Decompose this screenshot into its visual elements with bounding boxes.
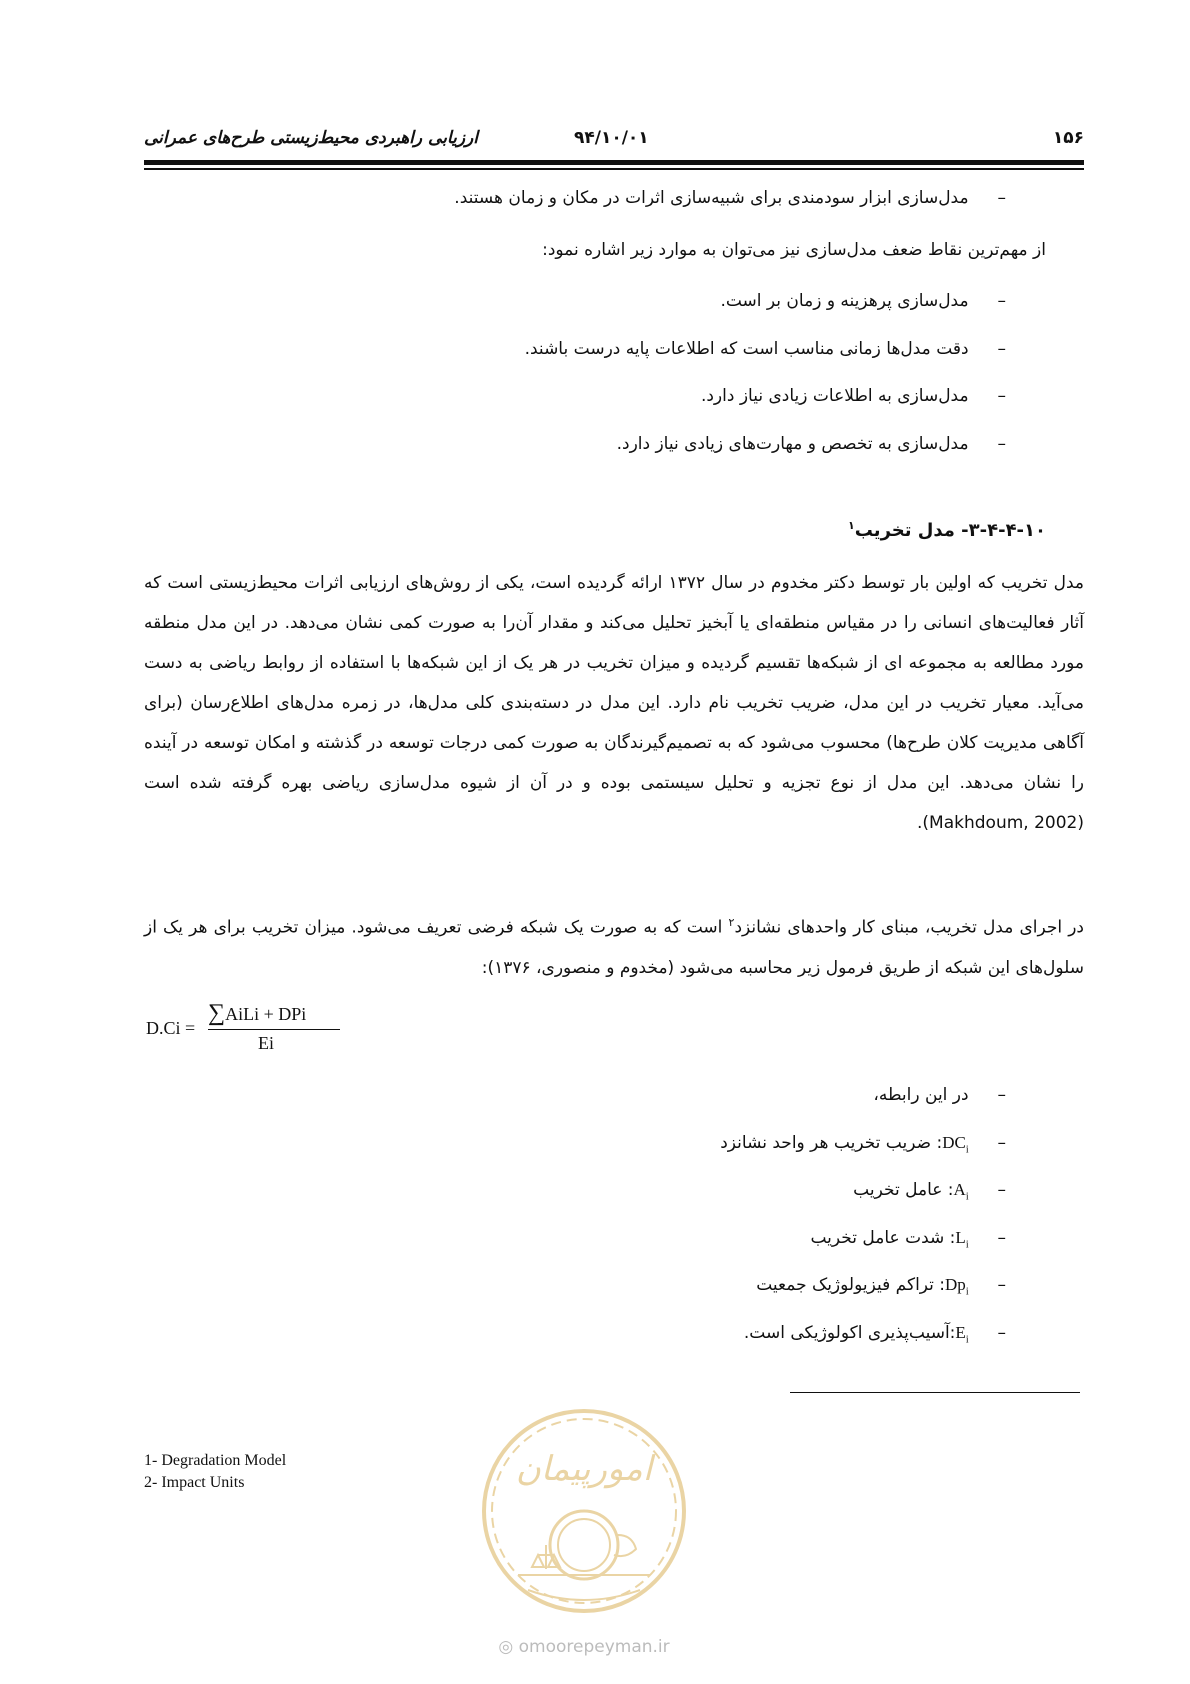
sum-symbol: ∑ [208, 1000, 226, 1026]
variable-symbol: $A_i$ [953, 1180, 969, 1203]
bullet-text: در این رابطه، [873, 1085, 969, 1105]
bullet-text: مدل‌سازی به تخصص و مهارت‌های زیادی نیاز دارد. [616, 434, 969, 454]
variable-item [720, 1133, 1006, 1155]
footnote-1: 1- Degradation Model [144, 1452, 287, 1469]
bullet-item [873, 1085, 1006, 1105]
bullet-item [720, 291, 1006, 311]
degradation-formula [146, 1000, 346, 1060]
header-title: ارزیابی راهبردی محیط‌زیستی طرح‌های عمرانی [144, 128, 478, 148]
bullet-dash: – [997, 1085, 1006, 1105]
formula-lhs: D.Ci = [146, 1018, 196, 1038]
section-heading [848, 519, 1046, 541]
bullet-dash: – [997, 291, 1006, 311]
variable-symbol: $E_i$ [955, 1323, 969, 1346]
variable-desc: :آسیب‌پذیری اکولوژیکی است. [743, 1323, 956, 1343]
bullet-text: دقت مدل‌ها زمانی مناسب است که اطلاعات پایه درست باشند. [524, 339, 969, 359]
variable-desc: : ضریب تخریب هر واحد نشانزد [720, 1133, 943, 1153]
variable-item [744, 1323, 1006, 1345]
footnote-rule [790, 1392, 1080, 1393]
bullet-dash: – [997, 1275, 1006, 1295]
variable-item [756, 1275, 1006, 1297]
variable-symbol: $Dp_i$ [945, 1275, 969, 1298]
bullet-item [525, 339, 1006, 359]
bullet-dash: – [997, 1180, 1006, 1200]
paragraph-degradation-model: مدل تخریب که اولین بار توسط دکتر مخدوم در سال ۱۳۷۲ ارائه گردیده است، یکی از روش‌های ارزیابی اثرات محیط‌زیستی است که آثار فعالیت‌های انسانی را در مقیاس منطقه‌ای یا آبخیز تحلیل می‌کند و مقدار آن‌را به صورت کمی نشان می‌دهد. در این مدل منطقه مورد مطالعه به مجموعه ای از شبکه‌ها تقسیم گردیده و میزان تخریب در هر یک از این شبکه‌ها با استفاده از روابط ریاضی به دست می‌آید. معیار تخریب در این مدل، ضریب تخریب نام دارد. این مدل در دسته‌بندی کلی مدل‌ها، در زمره مدل‌های اطلاع‌رسان (برای آگاهی مدیریت کلان طرح‌ها) محسوب می‌شود که به تصمیم‌گیرندگان به صورت کمی درجات توسعه در گذشته و امکان توسعه در آینده را نشان می‌دهد. این مدل از نوع تجزیه و تحلیل سیستمی بوده و در آن از شیوه مدل‌سازی ریاضی بهره گرفته شده است (Makhdoum, 2002). [144, 573, 1084, 833]
bullet-item [454, 188, 1006, 208]
bullet-dash: – [997, 188, 1006, 208]
paragraph-impact-units [144, 903, 1084, 988]
paragraph-text: در اجرای مدل تخریب، مبنای کار واحدهای نشانزد [734, 917, 1084, 938]
variable-symbol: $L_i$ [955, 1228, 969, 1251]
variable-symbol: $DC_i$ [942, 1133, 969, 1156]
footnote-ref-1: ۱ [848, 519, 855, 532]
section-heading-text: ۳-۴-۴-۱۰- مدل تخریب [854, 520, 1046, 541]
weakness-intro: از مهم‌ترین نقاط ضعف مدل‌سازی نیز می‌توان به موارد زیر اشاره نمود: [542, 240, 1046, 260]
watermark-url: ◎ omoorepeyman.ir [498, 1637, 670, 1657]
header-rule-thin [144, 168, 1084, 170]
bullet-text: مدل‌سازی پرهزینه و زمان بر است. [720, 291, 969, 311]
variable-desc: : شدت عامل تخریب [810, 1228, 956, 1248]
bullet-item [617, 434, 1006, 454]
footnote-ref-2: ۲ [728, 916, 735, 929]
bullet-dash: – [997, 434, 1006, 454]
variable-item [853, 1180, 1006, 1202]
bullet-text: مدل‌سازی به اطلاعات زیادی نیاز دارد. [700, 386, 969, 406]
footnote-2: 2- Impact Units [144, 1474, 245, 1491]
header-rule-thick [144, 160, 1084, 165]
formula-numerator-text: AiLi + DPi [225, 1004, 307, 1024]
header-date: ۹۴/۱۰/۰۱ [574, 128, 649, 148]
variable-desc: : تراکم فیزیولوژیک جمعیت [756, 1275, 946, 1295]
formula-numerator [208, 1000, 306, 1027]
fraction-bar [208, 1029, 340, 1030]
bullet-item [701, 386, 1006, 406]
bullet-text: مدل‌سازی ابزار سودمندی برای شبیه‌سازی اثرات در مکان و زمان هستند. [454, 188, 969, 208]
watermark-logo-text: امورپیمان [515, 1449, 653, 1489]
bullet-dash: – [997, 1133, 1006, 1153]
running-header [144, 128, 1084, 154]
bullet-dash: – [997, 1323, 1006, 1343]
bullet-dash: – [997, 339, 1006, 359]
bullet-dash: – [997, 1228, 1006, 1248]
paragraph-text: است که به صورت یک شبکه فرضی تعریف می‌شود. میزان تخریب برای هر یک از سلول‌های این شبکه از طریق فرمول زیر محاسبه می‌شود (مخدوم و منصوری، ۱۳۷۶): [144, 917, 1084, 978]
variable-desc: : عامل تخریب [853, 1180, 954, 1200]
formula-denominator: Ei [258, 1033, 274, 1053]
variable-item [810, 1228, 1006, 1250]
watermark-logo-icon [478, 1405, 690, 1617]
bullet-dash: – [997, 386, 1006, 406]
page-number: ۱۵۶ [1052, 128, 1084, 148]
